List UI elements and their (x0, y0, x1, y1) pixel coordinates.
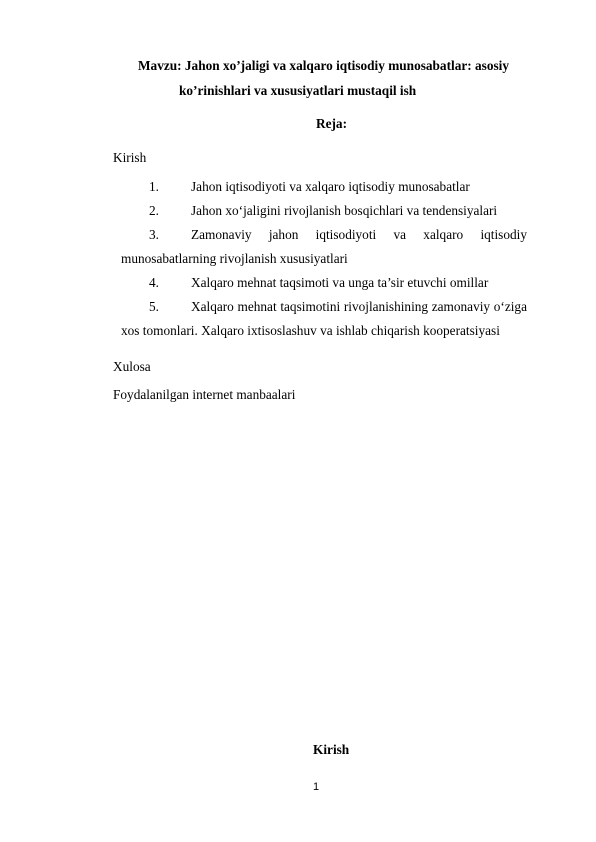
section-heading: Kirish (313, 742, 350, 757)
plan-item-3-continuation: munosabatlarning rivojlanish xususiyatlari (121, 251, 348, 266)
plan-item-5-number: 5. (149, 299, 159, 314)
title-line-1: Mavzu: Jahon xo’jaligi va xalqaro iqtisodiy munosabatlar: asosiy (138, 58, 509, 73)
plan-item-4-number: 4. (149, 275, 159, 290)
plan-item-3-number: 3. (149, 227, 159, 242)
page-number: 1 (313, 781, 320, 793)
title-line-2: ko’rinishlari va xususiyatlari mustaqil ish (179, 83, 417, 98)
plan-item-3-text: Zamonaviy jahon iqtisodiyoti va xalqaro iqtisodiy (191, 227, 527, 242)
plan-item-4-text: Xalqaro mehnat taqsimoti va unga ta’sir etuvchi omillar (191, 275, 489, 290)
plan-item-2-number: 2. (149, 203, 159, 218)
plan-intro: Kirish (113, 150, 147, 165)
plan-item-5-continuation: xos tomonlari. Xalqaro ixtisoslashuv va ishlab chiqarish kooperatsiyasi (121, 323, 500, 338)
plan-item-5-text: Xalqaro mehnat taqsimotini rivojlanishining zamonaviy o‘ziga (191, 299, 527, 314)
plan-item-1-text: Jahon iqtisodiyoti va xalqaro iqtisodiy munosabatlar (191, 179, 470, 194)
plan-item-1-number: 1. (149, 179, 159, 194)
plan-item-2-text: Jahon xo‘jaligini rivojlanish bosqichlari va tendensiyalari (191, 203, 498, 218)
plan-sources: Foydalanilgan internet manbaalari (113, 387, 296, 402)
plan-heading: Reja: (316, 116, 348, 131)
plan-conclusion: Xulosa (113, 359, 151, 374)
